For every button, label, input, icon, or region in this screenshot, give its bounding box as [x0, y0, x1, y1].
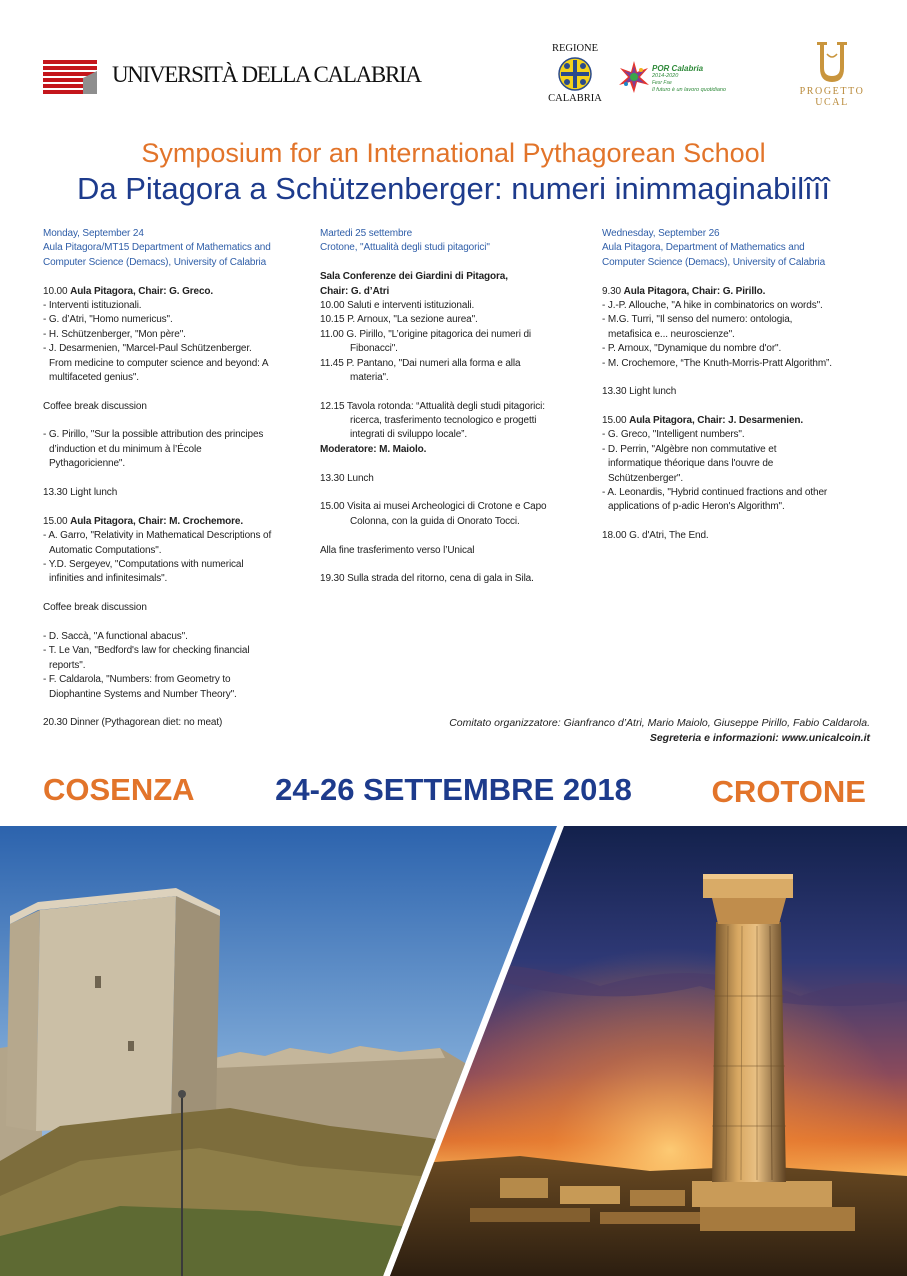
line-text: - Y.D. Sergeyev, "Computations with numerical — [43, 558, 244, 570]
program-line — [43, 659, 313, 673]
blank-line — [43, 702, 313, 716]
program-line — [320, 443, 598, 457]
program-line — [43, 400, 313, 414]
line-text: - G. Greco, "Intelligent numbers". — [602, 429, 745, 441]
day-header-line — [602, 241, 892, 255]
ucal-word-ucal: UCAL — [815, 97, 849, 108]
ruin-stone — [630, 1190, 685, 1206]
blank-line — [320, 558, 598, 572]
regione-calabria-logo — [541, 42, 609, 106]
blank-line — [602, 515, 892, 529]
regione-shield-icon — [557, 56, 593, 92]
program-line — [43, 299, 313, 313]
line-text: Martedi 25 settembre — [320, 228, 413, 239]
program-day-3 — [602, 227, 892, 544]
line-text: - A. Garro, "Relativity in Mathematical Descriptions of — [43, 530, 272, 542]
session-title: Sala Conferenze dei Giardini di Pitagora, — [320, 271, 508, 283]
committee-text: Comitato organizzatore: Gianfranco d’Atri, Mario Maiolo, Giuseppe Pirillo, Fabio Caldarola. — [449, 717, 870, 729]
day-header-line — [43, 256, 313, 270]
session-title: Aula Pitagora, Chair: G. Greco. — [70, 285, 214, 297]
program-line — [320, 400, 598, 414]
por-motto: Il futuro è un lavoro quotidiano — [652, 87, 726, 93]
line-text: - J.-P. Allouche, "A hike in combinatorics on words". — [602, 299, 823, 311]
line-text: Automatic Computations". — [49, 544, 162, 556]
blank-line — [602, 371, 892, 385]
program-line — [43, 529, 313, 543]
line-text: - H. Schützenberger, "Mon père". — [43, 328, 186, 340]
ucal-u-icon — [813, 40, 851, 86]
blank-line — [43, 616, 313, 630]
por-funds: Fesr Fse — [652, 80, 672, 86]
line-text: - A. Leonardis, "Hybrid continued fractions and other — [602, 487, 828, 499]
por-title: POR Calabria — [652, 64, 704, 73]
program-line — [43, 673, 313, 687]
program-line — [43, 285, 313, 299]
program-line — [602, 299, 892, 313]
program-line — [43, 601, 313, 615]
line-text: Colonna, con la guida di Onorato Tocci. — [350, 515, 520, 527]
program-day-1 — [43, 227, 313, 731]
line-text: - G. d’Atri, "Homo numericus". — [43, 314, 173, 326]
line-text: 11.45 P. Pantano, "Dai numeri alla forma e alla — [320, 357, 521, 369]
program-line — [320, 328, 598, 342]
ruin-stone — [500, 1178, 548, 1198]
line-text: Wednesday, September 26 — [602, 228, 720, 239]
line-text: 13.30 Light lunch — [43, 487, 118, 499]
line-text: - P. Arnoux, "Dynamique du nombre d'or". — [602, 343, 782, 355]
blank-line — [320, 529, 598, 543]
line-text: materia". — [350, 371, 389, 383]
line-text: Crotone, "Attualità degli studi pitagorici" — [320, 242, 490, 254]
program-line — [602, 457, 892, 471]
blank-line — [43, 414, 313, 428]
line-text: 13.30 Lunch — [320, 472, 374, 484]
program-line — [602, 385, 892, 399]
program-line — [320, 270, 598, 284]
day-header-line — [320, 227, 598, 241]
line-text: 10.00 Saluti e interventi istituzionali. — [320, 299, 475, 311]
program-line — [43, 328, 313, 342]
tower-left-face — [6, 910, 40, 1131]
doric-column — [712, 922, 786, 1182]
program-line — [602, 313, 892, 327]
program-line — [320, 428, 598, 442]
session-title: Aula Pitagora, Chair: M. Crochemore. — [70, 515, 244, 527]
session-title: Chair: G. d’Atri — [320, 285, 390, 297]
line-text: reports". — [49, 659, 86, 671]
secretariat-text: Segreteria e informazioni: www.unicalcoin.it — [649, 732, 870, 744]
blank-line — [43, 385, 313, 399]
program-line — [602, 428, 892, 442]
line-text: 12.15 Tavola rotonda: “Attualità degli studi pitagorici: — [320, 400, 545, 412]
blank-line — [43, 270, 313, 284]
program-line — [43, 443, 313, 457]
day-header-line — [43, 227, 313, 241]
day-header-line — [43, 241, 313, 255]
line-text: 13.30 Light lunch — [602, 386, 677, 398]
university-name: UNIVERSITÀ DELLA CALABRIA — [112, 62, 421, 87]
program-line — [43, 428, 313, 442]
line-text: - D. Perrin, "Algèbre non commutative et — [602, 443, 777, 455]
day-header-line — [602, 256, 892, 270]
program-line — [43, 630, 313, 644]
program-line — [43, 486, 313, 500]
por-star-icon — [617, 60, 651, 94]
session-title: Aula Pitagora, Chair: G. Pirillo. — [623, 285, 766, 297]
unical-logo-icon — [43, 60, 97, 94]
blank-line — [320, 385, 598, 399]
program-line — [43, 357, 313, 371]
program-line — [320, 472, 598, 486]
program-line — [320, 515, 598, 529]
session-title: Aula Pitagora, Chair: J. Desarmenien. — [629, 415, 804, 427]
program-line — [602, 486, 892, 500]
blank-line — [43, 587, 313, 601]
line-text: 10.00 — [43, 285, 71, 297]
line-text: 15.00 Visita ai musei Archeologici di Crotone e Capo — [320, 501, 547, 513]
program-line — [43, 688, 313, 702]
line-text: integrati di sviluppo locale”. — [350, 429, 468, 441]
program-line — [320, 544, 598, 558]
line-text: - T. Le Van, "Bedford's law for checking financial — [43, 645, 250, 657]
program-day-2 — [320, 227, 598, 587]
line-text: 20.30 Dinner (Pythagorean diet: no meat) — [43, 717, 223, 729]
progetto-ucal-logo — [796, 40, 868, 108]
line-text: - F. Caldarola, "Numbers: from Geometry to — [43, 674, 231, 686]
line-text: 18.00 G. d'Atri, The End. — [602, 530, 709, 542]
photo-panel — [0, 826, 907, 1276]
program-line — [43, 572, 313, 586]
line-text: Schützenberger". — [608, 472, 684, 484]
organizers-block — [449, 716, 870, 746]
blank-line — [320, 486, 598, 500]
program-line — [320, 572, 598, 586]
program-line — [602, 472, 892, 486]
program-line — [320, 313, 598, 327]
program-line — [320, 414, 598, 428]
program-line — [602, 500, 892, 514]
line-text: informatique théorique dans l'ouvre de — [608, 458, 774, 470]
symposium-subtitle: Da Pitagora a Schützenberger: numeri inimmaginabilîîî — [77, 171, 830, 206]
line-text: - Interventi istituzionali. — [43, 299, 142, 311]
line-text: - M. Crochemore, “The Knuth-Morris-Pratt Algorithm”. — [602, 357, 832, 369]
program-line — [43, 313, 313, 327]
line-text: 10.15 P. Arnoux, "La sezione aurea". — [320, 314, 478, 326]
blank-line — [320, 256, 598, 270]
program-line — [43, 716, 313, 730]
line-text: 15.00 — [43, 515, 71, 527]
blank-line — [320, 457, 598, 471]
blank-line — [602, 400, 892, 414]
session-title: Moderatore: M. Maiolo. — [320, 443, 427, 455]
program-line — [320, 371, 598, 385]
column-capital — [712, 898, 786, 924]
program-line — [43, 457, 313, 471]
line-text: - M.G. Turri, "Il senso del numero: ontologia, — [602, 314, 793, 326]
tower-right-face — [171, 896, 220, 1126]
line-text: Coffee break discussion — [43, 602, 147, 614]
castle-tower — [36, 896, 176, 1131]
line-text: Aula Pitagora/MT15 Department of Mathematics and — [43, 242, 271, 254]
line-text: applications of p-adic Heron's Algorithm". — [608, 501, 785, 513]
program-line — [43, 558, 313, 572]
program-line — [602, 414, 892, 428]
line-text: Coffee break discussion — [43, 400, 147, 412]
line-text: Computer Science (Demacs), University of Calabria — [43, 256, 267, 268]
program-line — [320, 357, 598, 371]
line-text: infinities and infinitesimals". — [49, 573, 168, 585]
line-text: From medicine to computer science and beyond: A — [49, 357, 269, 369]
program-line — [602, 342, 892, 356]
line-text: multifaceted genius". — [49, 371, 139, 383]
program-line — [602, 529, 892, 543]
program-line — [602, 443, 892, 457]
program-line — [602, 328, 892, 342]
blank-line — [43, 472, 313, 486]
program-line — [43, 544, 313, 558]
program-line — [320, 299, 598, 313]
city-cosenza: COSENZA — [43, 772, 195, 807]
blank-line — [602, 270, 892, 284]
program-line — [320, 500, 598, 514]
city-crotone: CROTONE — [711, 774, 866, 809]
line-text: d’induction et du minimum à l’École — [49, 443, 202, 455]
ruin-stone — [560, 1186, 620, 1204]
line-text: Fibonacci". — [350, 343, 398, 355]
day-header-line — [602, 227, 892, 241]
line-text: - D. Saccà, "A functional abacus". — [43, 630, 188, 642]
line-text: - G. Pirillo, "Sur la possible attribution des principes — [43, 429, 264, 441]
line-text: 11.00 G. Pirillo, "L’origine pitagorica dei numeri di — [320, 328, 532, 340]
line-text: Computer Science (Demacs), University of Calabria — [602, 256, 826, 268]
line-text: - J. Desarmenien, "Marcel-Paul Schützenberger. — [43, 343, 252, 355]
line-text: Alla fine trasferimento verso l’Unical — [320, 544, 475, 556]
day-header-line — [320, 241, 598, 255]
symposium-title: Symposium for an International Pythagorean School — [141, 138, 766, 168]
ucal-word-progetto: PROGETTO — [799, 86, 865, 97]
program-line — [320, 285, 598, 299]
por-calabria-logo — [652, 64, 726, 94]
calabria-label: CALABRIA — [548, 93, 602, 104]
program-line — [43, 644, 313, 658]
line-text: metafisica e... neuroscienze". — [608, 328, 735, 340]
program-line — [320, 342, 598, 356]
program-line — [43, 342, 313, 356]
line-text: 15.00 — [602, 415, 630, 427]
regione-label: REGIONE — [551, 43, 599, 54]
por-years: 2014-2020 — [652, 73, 679, 79]
line-text: Monday, September 24 — [43, 228, 144, 239]
program-line — [43, 371, 313, 385]
blank-line — [43, 500, 313, 514]
line-text: Diophantine Systems and Number Theory". — [49, 688, 237, 700]
line-text: 9.30 — [602, 285, 624, 297]
event-dates: 24-26 SETTEMBRE 2018 — [275, 772, 632, 807]
program-line — [602, 285, 892, 299]
column-base — [692, 1181, 832, 1207]
line-text: 19.30 Sulla strada del ritorno, cena di gala in Sila. — [320, 573, 534, 585]
line-text: Pythagoricienne". — [49, 458, 126, 470]
program-line — [43, 515, 313, 529]
line-text: ricerca, trasferimento tecnologico e progetti — [350, 415, 537, 427]
line-text: Aula Pitagora, Department of Mathematics and — [602, 242, 805, 254]
program-line — [602, 357, 892, 371]
